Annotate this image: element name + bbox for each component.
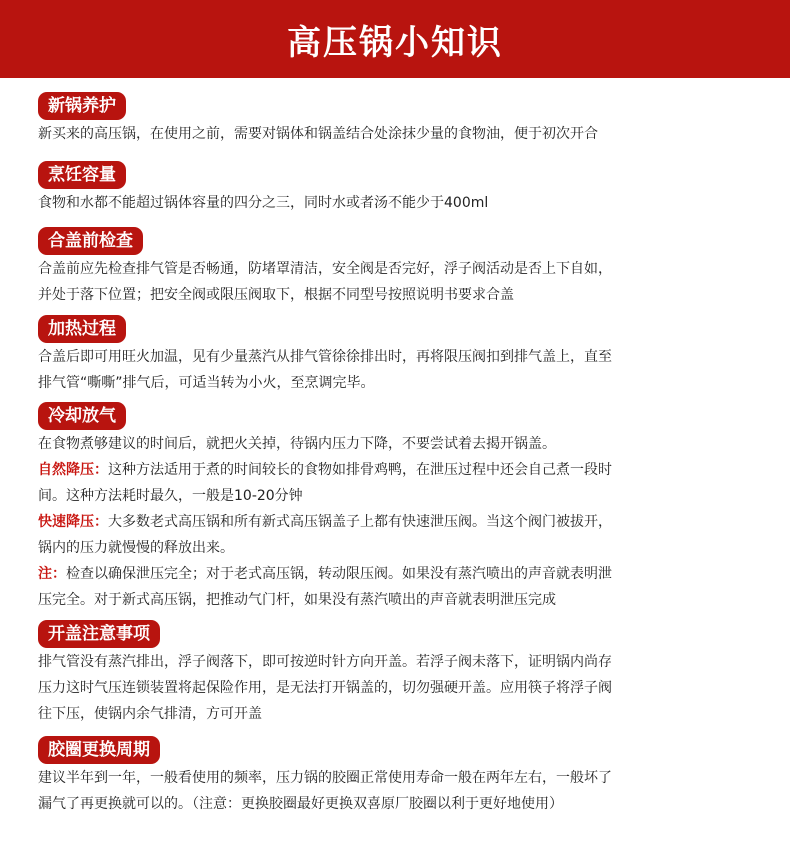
note-fast-release bbox=[38, 509, 768, 535]
section-text: 漏气了再更换就可以的。（注意：更换胶圈最好更换双喜原厂胶圈以利于更好地使用） bbox=[38, 796, 563, 812]
section-pre-close-check bbox=[38, 227, 768, 308]
section-cooking-capacity bbox=[38, 161, 768, 216]
page-title: 高压锅小知识 bbox=[287, 22, 503, 63]
note-text: 压完全。对于新式高压锅，把推动气门杆，如果没有蒸汽喷出的声音就表明泄压完成 bbox=[38, 592, 556, 608]
section-opening-precautions bbox=[38, 620, 768, 727]
note-label: 注： bbox=[38, 566, 66, 582]
note-text: 检查以确保泄压完全；对于老式高压锅，转动限压阀。如果没有蒸汽喷出的声音就表明泄 bbox=[66, 566, 612, 582]
section-tag: 新锅养护 bbox=[38, 92, 126, 120]
section-tag: 开盖注意事项 bbox=[38, 620, 160, 648]
section-text: 往下压，使锅内余气排清，方可开盖 bbox=[38, 706, 262, 722]
section-tag: 胶圈更换周期 bbox=[38, 736, 160, 764]
section-text: 并处于落下位置；把安全阀或限压阀取下，根据不同型号按照说明书要求合盖 bbox=[38, 287, 514, 303]
section-heating-process bbox=[38, 315, 768, 396]
section-text: 在食物煮够建议的时间后，就把火关掉，待锅内压力下降，不要尝试着去揭开锅盖。 bbox=[38, 436, 556, 452]
section-tag: 合盖前检查 bbox=[38, 227, 143, 255]
note-text: 这种方法适用于煮的时间较长的食物如排骨鸡鸭，在泄压过程中还会自己煮一段时 bbox=[108, 462, 612, 478]
section-text: 合盖前应先检查排气管是否畅通，防堵罩清洁，安全阀是否完好，浮子阀活动是否上下自如， bbox=[38, 261, 612, 277]
section-new-pot-care bbox=[38, 92, 768, 147]
note-natural-release bbox=[38, 457, 768, 483]
section-text: 排气管“嘶嘶”排气后，可适当转为小火，至烹调完毕。 bbox=[38, 375, 375, 391]
section-cooling-release bbox=[38, 402, 768, 613]
section-text: 建议半年到一年，一般看使用的频率，压力锅的胶圈正常使用寿命一般在两年左右，一般坏了 bbox=[38, 770, 612, 786]
section-text: 合盖后即可用旺火加温，见有少量蒸汽从排气管徐徐排出时，再将限压阀扣到排气盖上，直至 bbox=[38, 349, 612, 365]
section-tag: 烹饪容量 bbox=[38, 161, 126, 189]
section-gasket-replacement bbox=[38, 736, 768, 817]
title-banner bbox=[0, 0, 790, 78]
section-tag: 加热过程 bbox=[38, 315, 126, 343]
section-text: 排气管没有蒸汽排出，浮子阀落下，即可按逆时针方向开盖。若浮子阀未落下，证明锅内尚存 bbox=[38, 654, 612, 670]
note-label: 快速降压： bbox=[38, 514, 108, 530]
section-text: 食物和水都不能超过锅体容量的四分之三，同时水或者汤不能少于400ml bbox=[38, 195, 489, 211]
note-text: 间。这种方法耗时最久，一般是10-20分钟 bbox=[38, 488, 303, 504]
section-text: 压力这时气压连锁装置将起保险作用，是无法打开锅盖的，切勿强硬开盖。应用筷子将浮子阀 bbox=[38, 680, 612, 696]
section-tag: 冷却放气 bbox=[38, 402, 126, 430]
note-label: 自然降压： bbox=[38, 462, 108, 478]
section-text: 新买来的高压锅，在使用之前，需要对锅体和锅盖结合处涂抹少量的食物油，便于初次开合 bbox=[38, 126, 598, 142]
note-text: 锅内的压力就慢慢的释放出来。 bbox=[38, 540, 234, 556]
note-text: 大多数老式高压锅和所有新式高压锅盖子上都有快速泄压阀。当这个阀门被拔开， bbox=[108, 514, 612, 530]
note-caution bbox=[38, 561, 768, 587]
